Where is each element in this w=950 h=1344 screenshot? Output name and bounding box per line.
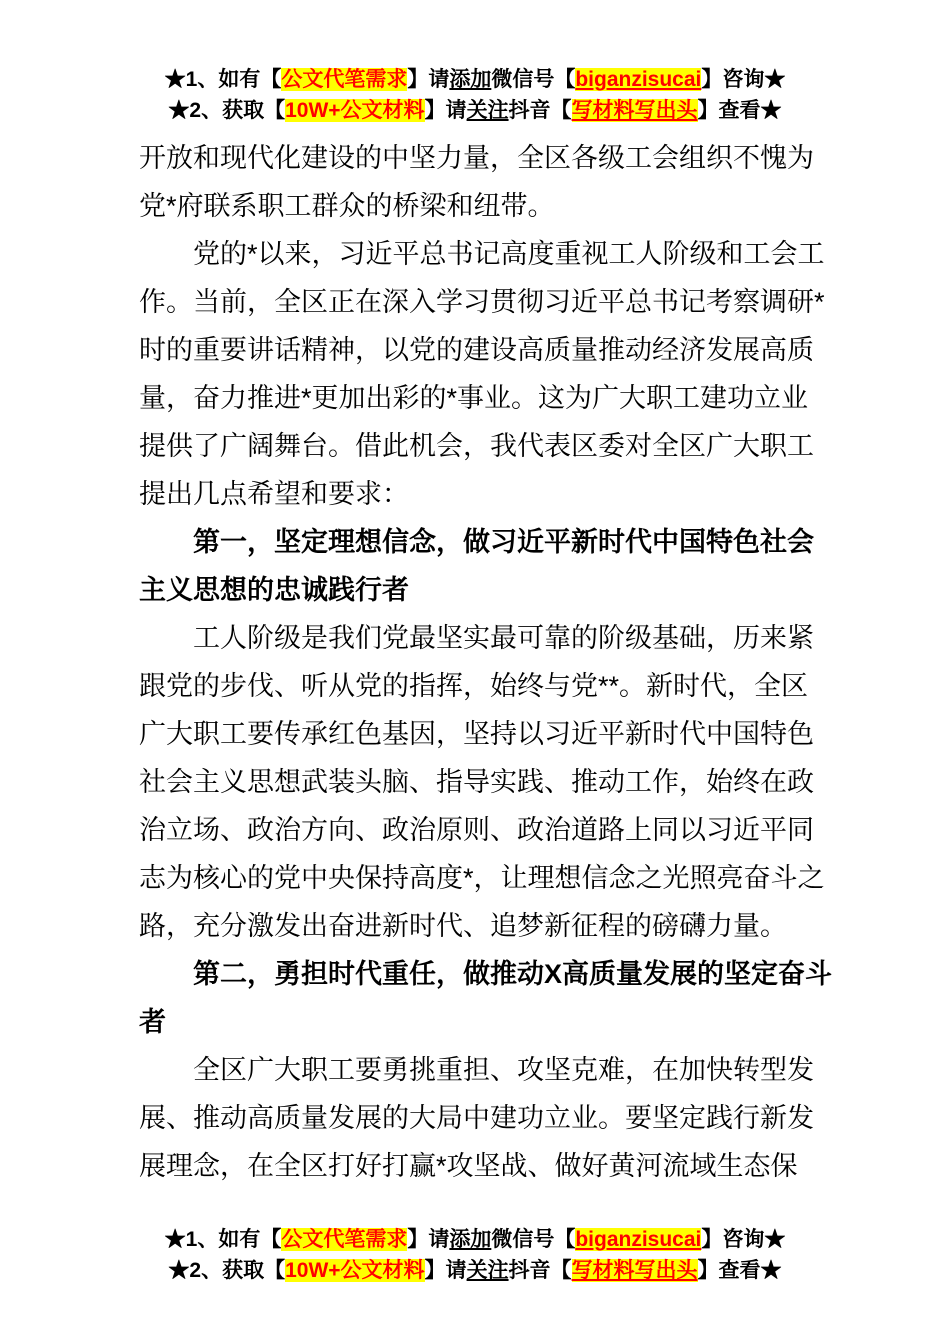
text-line: 展、推动高质量发展的大局中建功立业。要坚定践行新发: [139, 1103, 814, 1133]
promo-banner-top: [0, 0, 950, 126]
promo-suffix: 】咨询★: [701, 68, 786, 91]
text-line: 作。当前，全区正在深入学习贯彻习近平总书记考察调研*: [139, 287, 825, 317]
promo-text: 抖音【: [508, 1259, 572, 1282]
promo-action-add: 添加: [449, 68, 492, 91]
promo-line-2: [0, 95, 950, 126]
text-line: 党的*以来，习近平总书记高度重视工人阶级和工会工: [193, 239, 825, 269]
text-line: 治立场、政治方向、政治原则、政治道路上同以习近平同: [139, 815, 814, 845]
text-line: 社会主义思想武装头脑、指导实践、推动工作，始终在政: [139, 767, 814, 797]
text-line: 提出几点希望和要求：: [139, 479, 409, 509]
promo-prefix: ★2、获取【: [168, 1259, 286, 1282]
heading-first: [139, 518, 815, 614]
promo-suffix: 】查看★: [697, 99, 782, 122]
promo-action-add: 添加: [449, 1228, 492, 1251]
douyin-account-name: 写材料写出头: [571, 1259, 698, 1282]
promo-keyword-materials: 10W+公文材料: [285, 99, 425, 122]
promo-text: 】请: [424, 1259, 467, 1282]
promo-line-2: [0, 1255, 950, 1286]
promo-prefix: ★1、如有【: [164, 68, 282, 91]
paragraph-continuation: [139, 134, 815, 230]
paragraph-section-two: [139, 1046, 815, 1190]
promo-line-1: [0, 64, 950, 95]
paragraph-section-one: [139, 614, 825, 950]
heading-second: [139, 950, 833, 1046]
promo-keyword-materials: 10W+公文材料: [285, 1259, 425, 1282]
promo-text: 微信号【: [491, 1228, 576, 1251]
promo-suffix: 】咨询★: [701, 1228, 786, 1251]
heading-line: 第二，勇担时代重任，做推动X高质量发展的坚定奋斗: [193, 959, 833, 989]
promo-banner-bottom: [0, 1224, 950, 1286]
text-line: 路，充分激发出奋进新时代、追梦新征程的磅礴力量。: [139, 911, 787, 941]
promo-text: 微信号【: [491, 68, 576, 91]
promo-action-follow: 关注: [466, 1259, 509, 1282]
heading-line: 主义思想的忠诚践行者: [139, 575, 409, 605]
document-body: [139, 134, 833, 1190]
text-line: 时的重要讲话精神，以党的建设高质量推动经济发展高质: [139, 335, 814, 365]
promo-keyword-writing-service: 公文代笔需求: [281, 1228, 408, 1251]
text-line: 提供了广阔舞台。借此机会，我代表区委对全区广大职工: [139, 431, 814, 461]
text-line: 工人阶级是我们党最坚实最可靠的阶级基础，历来紧: [193, 623, 814, 653]
text-line: 党*府联系职工群众的桥梁和纽带。: [139, 191, 555, 221]
wechat-id: biganzisucai: [575, 1228, 702, 1251]
text-line: 广大职工要传承红色基因，坚持以习近平新时代中国特色: [139, 719, 814, 749]
paragraph-intro: [139, 230, 825, 518]
promo-prefix: ★2、获取【: [168, 99, 286, 122]
wechat-id: biganzisucai: [575, 68, 702, 91]
text-line: 全区广大职工要勇挑重担、攻坚克难，在加快转型发: [193, 1055, 814, 1085]
text-line: 量，奋力推进*更加出彩的*事业。这为广大职工建功立业: [139, 383, 809, 413]
promo-text: 】请: [407, 1228, 450, 1251]
promo-keyword-writing-service: 公文代笔需求: [281, 68, 408, 91]
text-line: 展理念，在全区打好打赢*攻坚战、做好黄河流域生态保: [139, 1151, 798, 1181]
promo-text: 】请: [424, 99, 467, 122]
douyin-account-name: 写材料写出头: [571, 99, 698, 122]
heading-line: 第一，坚定理想信念，做习近平新时代中国特色社会: [193, 527, 814, 557]
text-line: 志为核心的党中央保持高度*，让理想信念之光照亮奋斗之: [139, 863, 825, 893]
promo-text: 】请: [407, 68, 450, 91]
text-line: 开放和现代化建设的中坚力量，全区各级工会组织不愧为: [139, 143, 814, 173]
text-line: 跟党的步伐、听从党的指挥，始终与党**。新时代，全区: [139, 671, 809, 701]
promo-prefix: ★1、如有【: [164, 1228, 282, 1251]
heading-line: 者: [139, 1007, 166, 1037]
promo-line-1: [0, 1224, 950, 1255]
promo-suffix: 】查看★: [697, 1259, 782, 1282]
promo-action-follow: 关注: [466, 99, 509, 122]
promo-text: 抖音【: [508, 99, 572, 122]
